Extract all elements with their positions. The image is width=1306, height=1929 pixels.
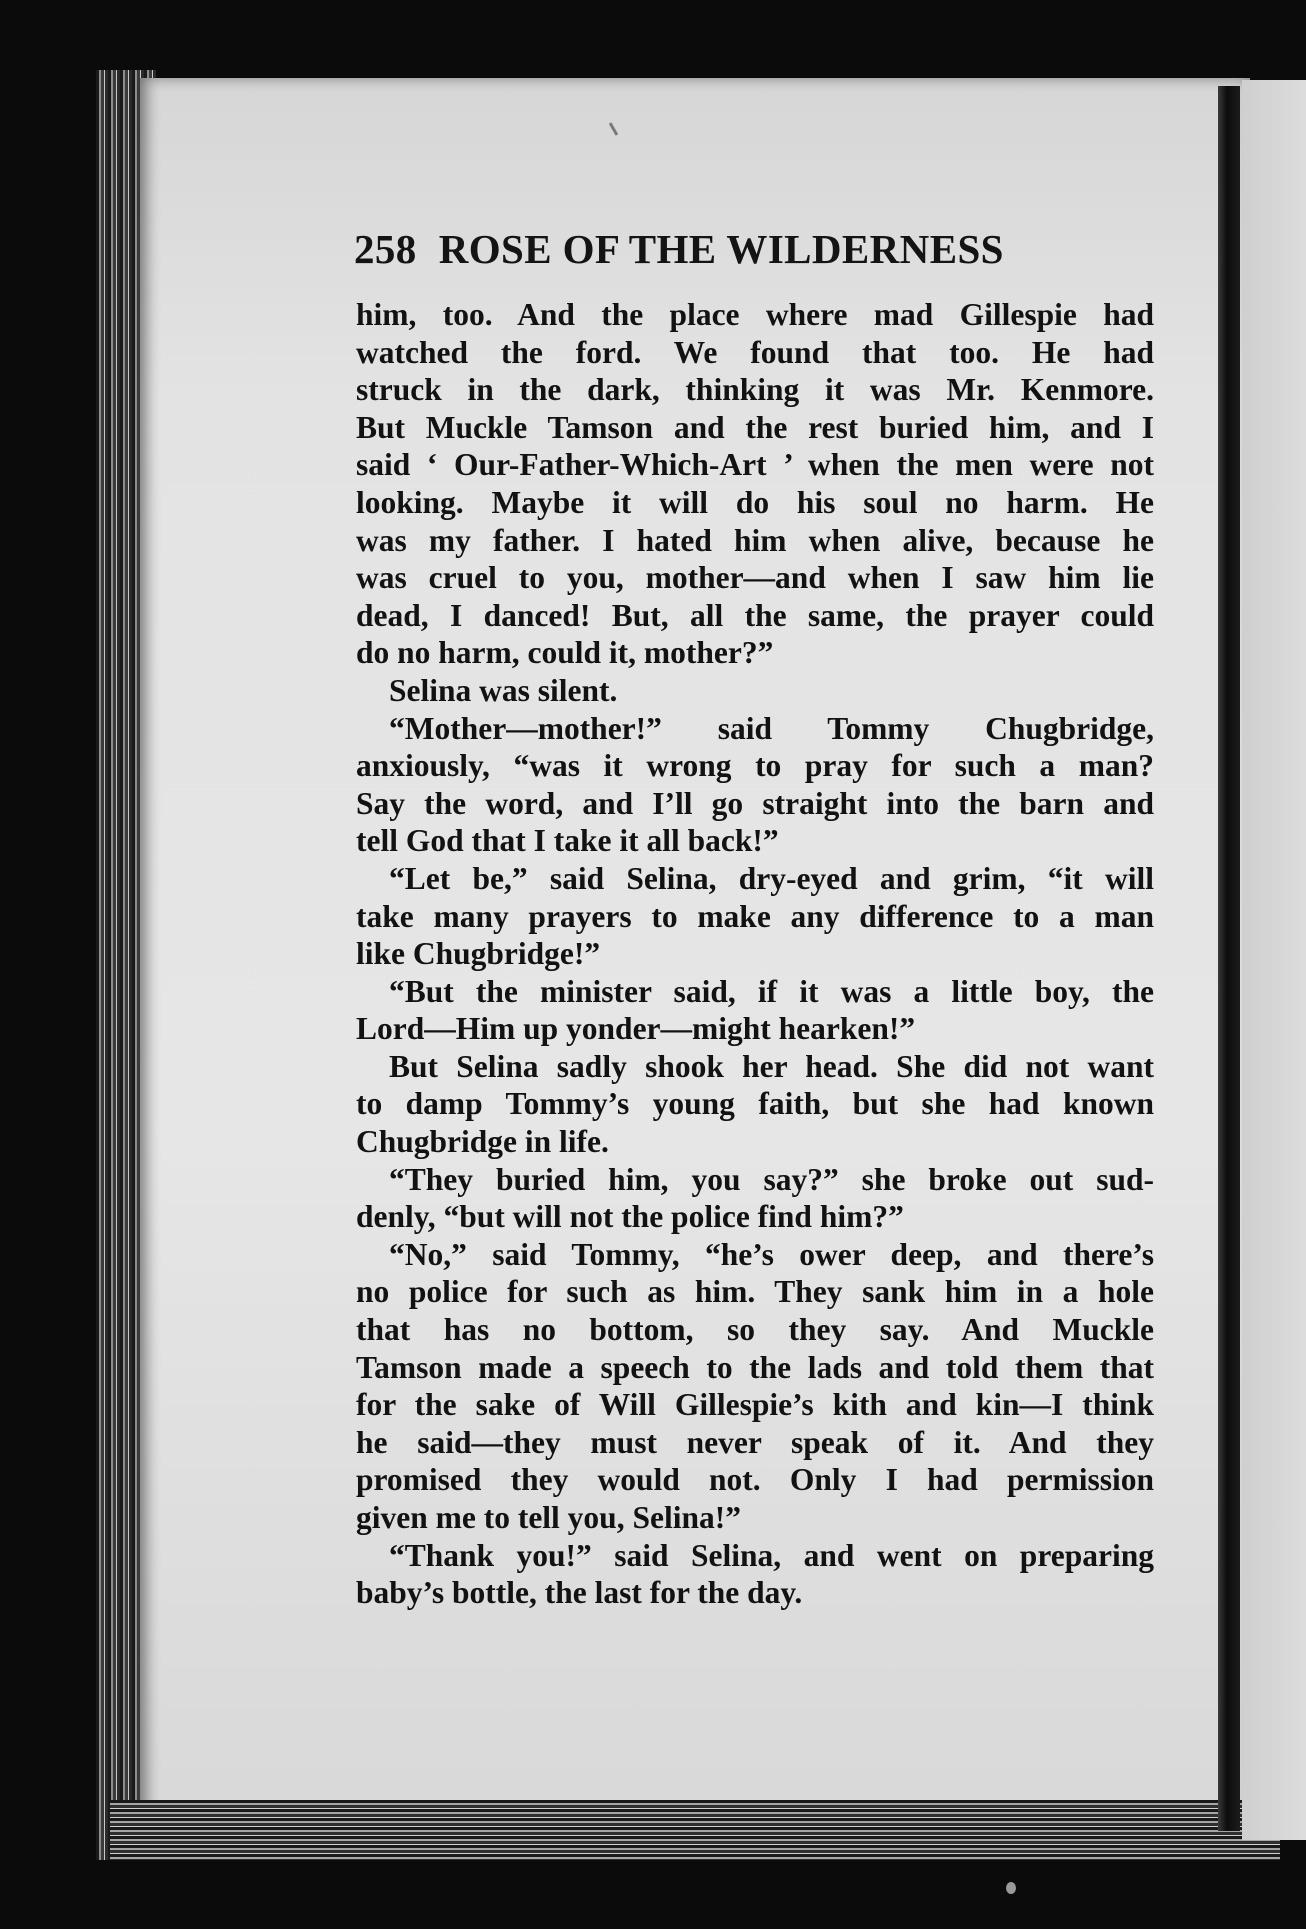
scan-speck [1006,1882,1016,1894]
body-text [356,296,1154,1612]
text-line: But Selina sadly shook her head. She did not want [389,1048,1154,1084]
text-line: “Let be,” said Selina, dry-eyed and grim, “it will [389,860,1154,896]
text-line: “They buried him, you say?” she broke out sud- [389,1161,1154,1197]
text-line: baby’s bottle, the last for the day. [356,1575,803,1611]
text-line: do no harm, could it, mother?” [356,635,774,671]
text-line: struck in the dark, thinking it was Mr. Kenmore. [356,372,1154,408]
text-line: no police for such as him. They sank him in a hole [356,1274,1154,1310]
text-line: given me to tell you, Selina!” [356,1500,741,1535]
text-line: Chugbridge in life. [356,1124,609,1160]
text-line: “Mother—mother!” said Tommy Chugbridge, [389,710,1154,746]
text-line: looking. Maybe it will do his soul no harm. He [356,484,1154,520]
text-line: for the sake of Will Gillespie’s kith and kin—I think [356,1387,1154,1423]
text-line: watched the ford. We found that too. He had [356,334,1154,370]
page-stack-bottom-edge [110,1800,1280,1860]
text-line: denly, “but will not the police find him?” [356,1199,904,1235]
running-title: ROSE OF THE WILDERNESS [438,226,1004,272]
book-gutter [1218,86,1240,1831]
text-line: Say the word, and I’ll go straight into the barn and [356,785,1154,821]
running-header [354,225,1004,273]
text-line: But Muckle Tamson and the rest buried him, and I [356,409,1154,445]
text-line: him, too. And the place where mad Gillespie had [356,297,1154,332]
text-line: “No,” said Tommy, “he’s ower deep, and there’s [389,1236,1154,1272]
text-line: was my father. I hated him when alive, because he [356,522,1154,558]
text-line: “But the minister said, if it was a little boy, the [389,973,1154,1009]
text-line: promised they would not. Only I had permission [356,1462,1154,1498]
text-line: tell God that I take it all back!” [356,823,779,859]
text-line: Lord—Him up yonder—might hearken!” [356,1011,916,1047]
facing-page-edge [1242,80,1306,1840]
text-line: take many prayers to make any difference to a man [356,898,1154,934]
text-line: he said—they must never speak of it. And they [356,1424,1154,1460]
page-number: 258 [354,226,417,272]
text-line: said ‘ Our-Father-Which-Art ’ when the men were not [356,447,1154,483]
text-line: Selina was silent. [389,672,618,708]
text-line: anxiously, “was it wrong to pray for such a man? [356,748,1154,784]
text-line: was cruel to you, mother—and when I saw him lie [356,560,1154,596]
text-line: to damp Tommy’s young faith, but she had known [356,1086,1154,1122]
text-line: Tamson made a speech to the lads and told them that [356,1349,1154,1385]
text-line: dead, I danced! But, all the same, the prayer could [356,597,1154,633]
text-line: “Thank you!” said Selina, and went on preparing [389,1537,1154,1573]
text-line: like Chugbridge!” [356,936,601,972]
text-line: that has no bottom, so they say. And Muckle [356,1312,1154,1348]
